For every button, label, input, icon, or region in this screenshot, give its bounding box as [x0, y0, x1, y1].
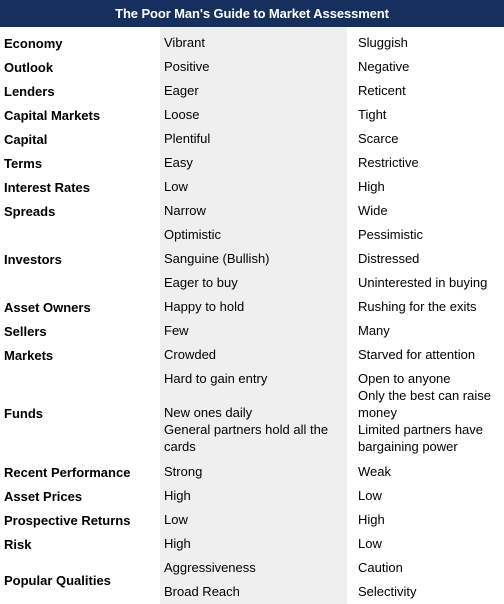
factor-label: Terms: [4, 155, 43, 171]
factor-label: Capital: [4, 131, 48, 147]
factor-label: Markets: [4, 347, 54, 363]
bull-cell: [164, 460, 344, 484]
bear-text: Starved for attention: [358, 347, 476, 362]
bull-text: Optimistic: [164, 227, 222, 242]
table-row: [0, 343, 504, 367]
bear-text: Many: [358, 323, 390, 338]
factor-label: Spreads: [4, 203, 56, 219]
table-row: [0, 31, 504, 55]
bull-cell: [164, 79, 344, 103]
bear-text: Negative: [358, 59, 410, 74]
bull-cell: [164, 31, 344, 55]
bull-text: Plentiful: [164, 131, 211, 146]
bull-cell: [164, 151, 344, 175]
bear-cell: [358, 484, 502, 508]
bull-text: Low: [164, 512, 188, 527]
bear-cell: [358, 532, 502, 556]
bull-cell: [164, 508, 344, 532]
bear-text: Wide: [358, 203, 388, 218]
bear-cell: [358, 79, 502, 103]
bear-text: Tight: [358, 107, 387, 122]
bull-text: Strong: [164, 464, 203, 479]
bull-text: Crowded: [164, 347, 217, 362]
table-row: [0, 55, 504, 79]
bear-cell: [358, 199, 502, 223]
bull-cell: [164, 55, 344, 79]
bull-text: Broad Reach: [164, 584, 240, 599]
factor-label: Interest Rates: [4, 179, 90, 195]
factor-label: Risk: [4, 536, 32, 552]
bear-cell: [358, 151, 502, 175]
bear-text: Pessimistic: [358, 227, 424, 242]
table-row: [0, 175, 504, 199]
bull-text: General partners hold all the cards: [164, 422, 329, 454]
bear-text: Low: [358, 536, 382, 551]
bear-text: Open to anyone: [358, 371, 451, 386]
factor-label: Asset Prices: [4, 488, 83, 504]
title-bar: [0, 0, 504, 27]
table-row: [0, 460, 504, 484]
bull-cell: [164, 532, 344, 556]
bear-text: Restrictive: [358, 155, 419, 170]
bear-cell: [358, 295, 502, 319]
bear-cell: [358, 460, 502, 484]
table-row: [0, 199, 504, 223]
bear-text: Low: [358, 488, 382, 503]
bull-cell: [164, 103, 344, 127]
bear-text: Reticent: [358, 83, 406, 98]
table-row: [0, 103, 504, 127]
bull-text: Happy to hold: [164, 299, 245, 314]
bull-text: Aggressiveness: [164, 560, 256, 575]
bear-text: High: [358, 512, 385, 527]
bear-text: Uninterested in buying: [358, 275, 488, 290]
table-row: [0, 127, 504, 151]
bull-text: Loose: [164, 107, 200, 122]
table-row: [0, 508, 504, 532]
bear-cell: [358, 319, 502, 343]
factor-label: Investors: [4, 251, 62, 267]
bull-text: Positive: [164, 59, 210, 74]
bull-text: High: [164, 536, 191, 551]
bear-text: Caution: [358, 560, 403, 575]
page-title: The Poor Man's Guide to Market Assessment: [115, 6, 389, 21]
bull-text: Hard to gain entry: [164, 371, 268, 386]
bull-cell: [164, 484, 344, 508]
bull-text: Vibrant: [164, 35, 205, 50]
table-row: [0, 484, 504, 508]
table-row: [0, 151, 504, 175]
factor-label: Prospective Returns: [4, 512, 131, 528]
bull-text: Eager to buy: [164, 275, 238, 290]
bear-cell: [358, 31, 502, 55]
bear-cell: [358, 343, 502, 367]
table-row: [0, 367, 504, 460]
bull-text: High: [164, 488, 191, 503]
bear-text: Only the best can raise money: [358, 388, 491, 420]
bull-text: Easy: [164, 155, 193, 170]
bull-cell: [164, 223, 344, 295]
bear-cell: [358, 223, 502, 295]
bull-cell: [164, 199, 344, 223]
bull-text: Eager: [164, 83, 199, 98]
bear-text: Distressed: [358, 251, 420, 266]
bear-text: Weak: [358, 464, 391, 479]
bear-cell: [358, 367, 502, 460]
bull-text: Low: [164, 179, 188, 194]
bull-cell: [164, 319, 344, 343]
bear-cell: [358, 175, 502, 199]
factor-label: Funds: [4, 406, 43, 421]
bear-cell: [358, 55, 502, 79]
factor-label: Sellers: [4, 323, 47, 339]
table-row: [0, 556, 504, 604]
table-row: [0, 223, 504, 295]
bull-text: Few: [164, 323, 189, 338]
factor-label: Asset Owners: [4, 299, 91, 315]
factor-label: Economy: [4, 35, 63, 51]
bull-text: New ones daily: [164, 405, 253, 420]
bull-cell: [164, 367, 344, 460]
bull-text: Narrow: [164, 203, 206, 218]
bear-cell: [358, 508, 502, 532]
bear-cell: [358, 127, 502, 151]
table-row: [0, 319, 504, 343]
factor-label: Popular Qualities: [4, 572, 111, 588]
bear-text: High: [358, 179, 385, 194]
bear-text: Scarce: [358, 131, 399, 146]
table-row: [0, 532, 504, 556]
bear-cell: [358, 556, 502, 604]
bull-cell: [164, 127, 344, 151]
bull-cell: [164, 295, 344, 319]
table-row: [0, 295, 504, 319]
factor-label: Recent Performance: [4, 464, 131, 480]
bear-text: Limited partners have bargaining power: [358, 422, 484, 454]
bull-cell: [164, 175, 344, 199]
bear-text: Sluggish: [358, 35, 408, 50]
bear-text: Selectivity: [358, 584, 417, 599]
bull-cell: [164, 556, 344, 604]
bear-cell: [358, 103, 502, 127]
factor-label: Outlook: [4, 59, 54, 75]
table-row: [0, 79, 504, 103]
bull-cell: [164, 343, 344, 367]
factor-label: Lenders: [4, 83, 55, 99]
factor-label: Capital Markets: [4, 107, 101, 123]
assessment-table: [0, 31, 504, 604]
bear-text: Rushing for the exits: [358, 299, 477, 314]
bull-text: Sanguine (Bullish): [164, 251, 270, 266]
